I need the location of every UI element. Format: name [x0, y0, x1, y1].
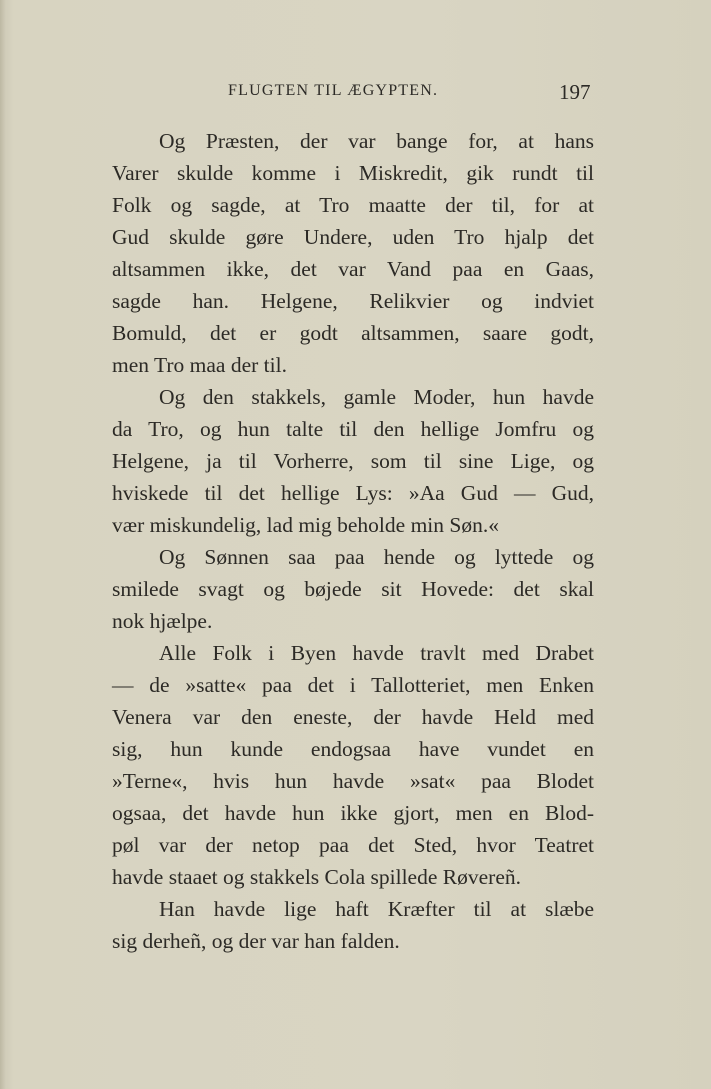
text-line: vær miskundelig, lad mig beholde min Søn.« [112, 513, 499, 537]
text-line: da Tro, og hun talte til den hellige Jomfru og [112, 417, 594, 441]
text-line: smilede svagt og bøjede sit Hovede: det skal [112, 577, 594, 601]
text-line: Gud skulde gøre Undere, uden Tro hjalp det [112, 225, 594, 249]
text-line: hviskede til det hellige Lys: »Aa Gud — Gud, [112, 481, 594, 505]
text-line: Bomuld, det er godt altsammen, saare godt, [112, 321, 594, 345]
text-line: Helgene, ja til Vorherre, som til sine Lige, og [112, 449, 594, 473]
text-line: havde staaet og stakkels Cola spillede Røvereñ. [112, 865, 521, 889]
text-line: sagde han. Helgene, Relikvier og indviet [112, 289, 594, 313]
text-line: Folk og sagde, at Tro maatte der til, for at [112, 193, 594, 217]
text-line: Venera var den eneste, der havde Held med [112, 705, 594, 729]
text-line: ogsaa, det havde hun ikke gjort, men en Blod- [112, 801, 594, 825]
text-line: sig derheñ, og der var han falden. [112, 929, 400, 953]
body-text [112, 125, 594, 957]
page-gutter-edge [0, 0, 6, 1089]
text-line: Alle Folk i Byen havde travlt med Drabet [159, 641, 594, 665]
page-number: 197 [559, 80, 591, 104]
text-line: — de »satte« paa det i Tallotteriet, men Enken [112, 673, 594, 697]
text-line: Han havde lige haft Kræfter til at slæbe [159, 897, 594, 921]
running-header [0, 80, 711, 106]
text-line: men Tro maa der til. [112, 353, 287, 377]
text-line: Og Præsten, der var bange for, at hans [159, 129, 594, 153]
text-line: Og den stakkels, gamle Moder, hun havde [159, 385, 594, 409]
text-line: nok hjælpe. [112, 609, 213, 633]
text-line: altsammen ikke, det var Vand paa en Gaas, [112, 257, 594, 281]
text-line: pøl var der netop paa det Sted, hvor Teatret [112, 833, 594, 857]
running-title: FLUGTEN TIL ÆGYPTEN. [228, 82, 439, 99]
text-line: Varer skulde komme i Miskredit, gik rundt til [112, 161, 594, 185]
text-line: Og Sønnen saa paa hende og lyttede og [159, 545, 594, 569]
text-line: »Terne«, hvis hun havde »sat« paa Blodet [112, 769, 594, 793]
text-line: sig, hun kunde endogsaa have vundet en [112, 737, 594, 761]
